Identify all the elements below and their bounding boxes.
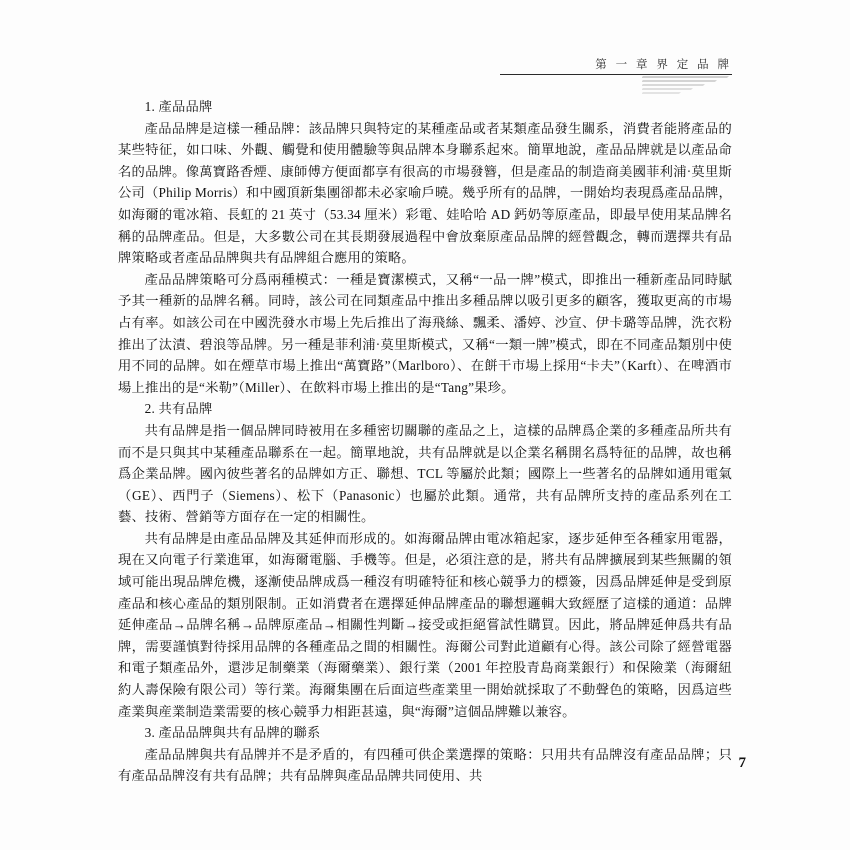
running-header (118, 56, 732, 90)
section-heading-shared-brand: 2. 共有品牌 (144, 401, 213, 417)
section-heading-relationship: 3. 產品品牌與共有品牌的聯系 (144, 725, 321, 741)
running-header-title: 第 一 章 界 定 品 牌 (595, 59, 732, 71)
page-number: 7 (738, 755, 746, 771)
section-heading-product-brand: 1. 產品品牌 (144, 99, 213, 114)
paragraph-5: 產品品牌與共有品牌并不是矛盾的，有四種可供企業選擇的策略：只用共有品牌沒有產品品牌；只有產品品牌沒有共有品牌；共有品牌與產品品牌共同使用、共 (118, 746, 732, 784)
paragraph-2: 產品品牌策略可分爲兩種模式：一種是寶潔模式，又稱“一品一牌”模式，即推出一種新產品同時賦予其一種新的品牌名稱。同時，該公司在同類產品中推出多種品牌以吸引更多的顧客，獲取更高的市場占有率。如該公司在中國洗發水市場上先后推出了海飛絲、飄柔、潘婷、沙宣、伊卡璐等品牌，洗衣粉推出了汰漬、碧浪等品牌。另一種是菲利浦·莫里斯模式，又稱“一類一牌”模式，即在不同產品類別中使用不同的品牌。如在煙草市場上推出“萬寶路”（Marlboro）、在餅干市場上採用“卡夫”（Karft）、在啤酒市場上推出的是“米勒”（Miller）、在飲料市場上推出的是“Tang”果珍。 (118, 271, 732, 395)
paragraph-3: 共有品牌是指一個品牌同時被用在多種密切關聯的產品之上，這樣的品牌爲企業的多種產品所共有而不是只與其中某種產品聯系在一起。簡單地說，共有品牌就是以企業名稱開名爲特征的品牌，故也稱爲企業品牌。國內彼些著名的品牌如方正、聯想、TCL 等屬於此類；國際上一些著名的品牌如通用電氣（GE）、西門子（Siemens）、松下（Panasonic）也屬於此類。通常，共有品牌所支持的產品系列在工藝、技術、營銷等方面存在一定的相關性。 (118, 422, 732, 525)
header-rule (500, 74, 732, 75)
paragraph-1: 產品品牌是這樣一種品牌：該品牌只與特定的某種產品或者某類產品發生關系，消費者能將產品的某些特征，如口味、外觀、觸覺和使用體驗等與品牌本身聯系起來。簡單地說，產品品牌就是以產品命名的品牌。像萬寶路香煙、康師傅方便面都享有很高的市場發簪，但是產品的制造商美國菲利浦·莫里斯公司（Philip Morris）和中國頂新集團卻都未必家喻戶曉。幾乎所有的品牌，一開始均表現爲產品品牌，如海爾的電冰箱、長虹的 21 英寸（53.34 厘米）彩電、娃哈哈 AD 鈣奶等原產品，即最早使用某品牌名稱的品牌產品。但是，大多數公司在其長期發展過程中會放棄原產品品牌的經營觀念，轉而選擇共有品牌策略或者產品品牌與共有品牌組合應用的策略。 (118, 120, 732, 266)
page-body (118, 96, 732, 787)
paragraph-4: 共有品牌是由產品品牌及其延伸而形成的。如海爾品牌由電冰箱起家，逐步延伸至各種家用電器，現在又向電子行業進軍，如海爾電腦、手機等。但是，必須注意的是，將共有品牌擴展到某些無關的領域可能出現品牌危機，逐漸使品牌成爲一種沒有明確特征和核心競爭力的標簽，因爲品牌延伸是受到原產品和核心產品的類別限制。正如消費者在選擇延伸品牌產品的聯想邏輯大致經歷了這樣的通道：品牌延伸產品→品牌名稱→品牌原產品→相關性判斷→接受或拒絕嘗試性購買。因此，將品牌延伸爲共有品牌，需要謹慎對待採用品牌的各種產品之間的相關性。海爾公司對此道顧有心得。該公司除了經營電器和電子類產品外，還涉足制藥業（海爾藥業）、銀行業（2001 年控股青島商業銀行）和保險業（海爾紐約人壽保險有限公司）等行業。海爾集團在后面這些產業里一開始就採取了不動聲色的策略，因爲這些產業與産業制造業需要的核心競爭力相距甚遠，與“海爾”這個品牌難以兼容。 (118, 530, 732, 719)
header-decoration-icon (642, 76, 732, 96)
